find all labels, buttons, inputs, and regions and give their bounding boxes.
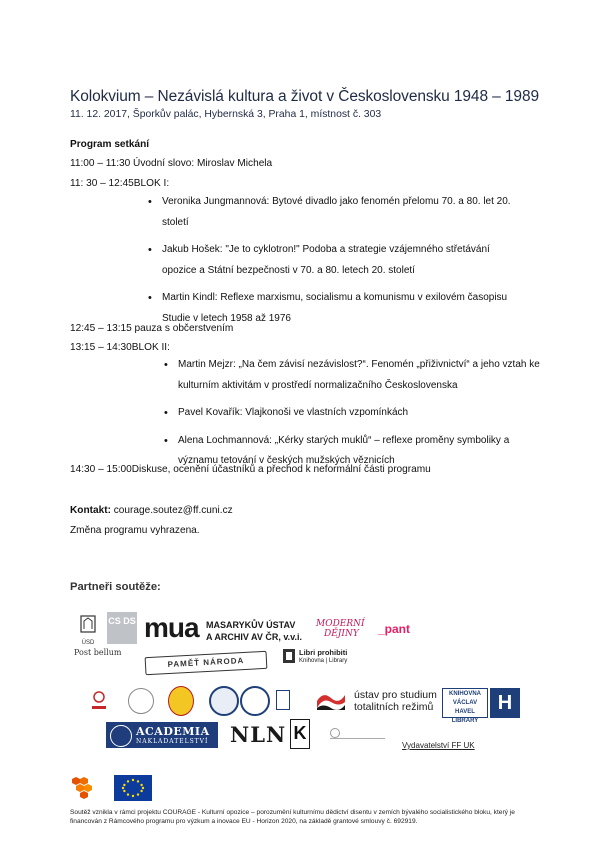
partner-small-icon bbox=[276, 690, 290, 710]
libri-line2: Knihovna | Library bbox=[299, 658, 348, 664]
list-item: • Pavel Kovařík: Vlajkonoši ve vlastních vzpomínkách bbox=[164, 403, 548, 424]
moderni-line2: DĚJINY bbox=[324, 629, 359, 639]
usd-emblem-icon bbox=[78, 613, 98, 635]
page-title: Kolokvium – Nezávislá kultura a život v Československu 1948 – 1989 bbox=[70, 88, 539, 105]
ustr-flag-icon bbox=[315, 689, 347, 711]
event-details: 11. 12. 2017, Šporkův palác, Hybernská 3, Praha 1, místnost č. 303 bbox=[70, 109, 382, 120]
partner-seal-4-icon bbox=[240, 686, 270, 716]
program-slot-opening: 11:00 – 11:30 Úvodní slovo: Miroslav Michela bbox=[70, 158, 273, 169]
academia-line1: ACADEMIA bbox=[136, 725, 210, 738]
sdruzeni-emblem-icon bbox=[88, 689, 110, 715]
program-slot-discussion: 14:30 – 15:00Diskuse, ocenění účastníků a přechod k neformální části programu bbox=[70, 464, 431, 475]
havel-h-icon: H bbox=[490, 688, 520, 718]
program-note: Změna programu vyhrazena. bbox=[70, 525, 200, 536]
list-item: • Martin Mejzr: „Na čem závisí nezávislost?“. Fenomén „přiživnictví“ a jeho vztah ke kulturním aktivitám v prostředí normalizačního Československa bbox=[164, 355, 548, 396]
knihovna-line3: LIBRARY bbox=[451, 718, 479, 724]
partner-seal-3-icon bbox=[209, 686, 239, 716]
program-heading: Program setkání bbox=[70, 139, 150, 150]
contact-email[interactable]: courage.soutez@ff.cuni.cz bbox=[113, 505, 233, 516]
usd-logo bbox=[78, 613, 98, 645]
vydavatelstvi-ff-uk-link[interactable]: Vydavatelství FF UK bbox=[402, 741, 475, 750]
block2-title: 13:15 – 14:30BLOK II: bbox=[70, 342, 170, 353]
usd-label: ÚSD bbox=[81, 640, 95, 646]
moderni-line1: MODERNÍ bbox=[316, 619, 365, 629]
contact-line bbox=[70, 504, 233, 517]
list-item: • Jakub Hošek: "Je to cyklotron!" Podoba a strategie vzájemného střetávání opozice a Státní bezpečnosti v 70. a 80. letech 20. století bbox=[148, 240, 522, 281]
csds-logo: CS DS bbox=[107, 612, 137, 644]
ustr-line2: totalitních režimů bbox=[354, 701, 434, 713]
list-item: • Veronika Jungmannová: Bytové divadlo jako fenomén přelomu 70. a 80. let 20. století bbox=[148, 192, 522, 233]
courage-logo-icon bbox=[70, 775, 100, 801]
libri-prohibiti-logo bbox=[299, 648, 347, 666]
postbellum-logo: Post bellum bbox=[74, 648, 122, 657]
partner-seal-2-icon bbox=[168, 686, 194, 716]
knihovna-line1: KNIHOVNA bbox=[448, 691, 481, 697]
sdruzeni-logo bbox=[88, 689, 110, 715]
pamet-naroda-logo: PAMĚŤ NÁRODA bbox=[145, 651, 268, 675]
academia-emblem-icon bbox=[110, 725, 132, 747]
block1-list bbox=[148, 192, 522, 336]
contact-label: Kontakt: bbox=[70, 505, 111, 516]
block2-list bbox=[164, 355, 544, 479]
mua-logo-text bbox=[206, 619, 302, 643]
partner-small-text-logo bbox=[330, 728, 385, 739]
mua-logo-mark: mua bbox=[144, 612, 199, 643]
moderni-dejiny-logo bbox=[316, 619, 365, 639]
funding-note: Soutěž vznikla v rámci projektu COURAGE - Kulturní opozice – porozumění kulturnímu dědictví disentu v zemích bývalého socialistického bloku, který je financován z Rámcového programu pro výzkum a inovace EU - Horizon 2020, na základě grantové smlouvy č. 692919. bbox=[70, 809, 515, 825]
mua-line1: MASARYKŮV ÚSTAV bbox=[206, 620, 296, 630]
list-item: • Alena Lochmannová: „Kérky starých muklů“ – reflexe proměny symboliky a významu tetování v českých mužských věznicích bbox=[164, 431, 548, 472]
academia-line2: NAKLADATELSTVÍ bbox=[136, 738, 209, 745]
academia-logo bbox=[106, 722, 218, 748]
ustr-line1: ústav pro studium bbox=[354, 689, 437, 701]
nln-logo: NLN bbox=[230, 722, 287, 747]
knihovna-vh-logo bbox=[442, 688, 488, 724]
kk-logo: K bbox=[290, 719, 310, 749]
mua-line2: A ARCHIV AV ČR, v.v.i. bbox=[206, 632, 303, 642]
program-slot-break: 12:45 – 13:15 pauza s občerstvením bbox=[70, 323, 234, 334]
block1-title: 11: 30 – 12:45BLOK I: bbox=[70, 178, 170, 189]
libri-line1: Libri prohibiti bbox=[299, 648, 348, 657]
partners-heading: Partneři soutěže: bbox=[70, 581, 161, 593]
partner-seal-1-icon bbox=[128, 688, 154, 714]
ustr-logo bbox=[354, 689, 437, 713]
pant-logo: _pant bbox=[378, 622, 411, 636]
knihovna-line2: VÁCLAV HAVEL bbox=[452, 700, 478, 715]
list-item: • Martin Kindl: Reflexe marxismu, socialismu a komunismu v exilovém časopisu Studie v letech 1958 až 1976 bbox=[148, 288, 522, 329]
libri-prohibiti-icon bbox=[282, 648, 296, 664]
eu-flag-icon bbox=[114, 775, 152, 801]
